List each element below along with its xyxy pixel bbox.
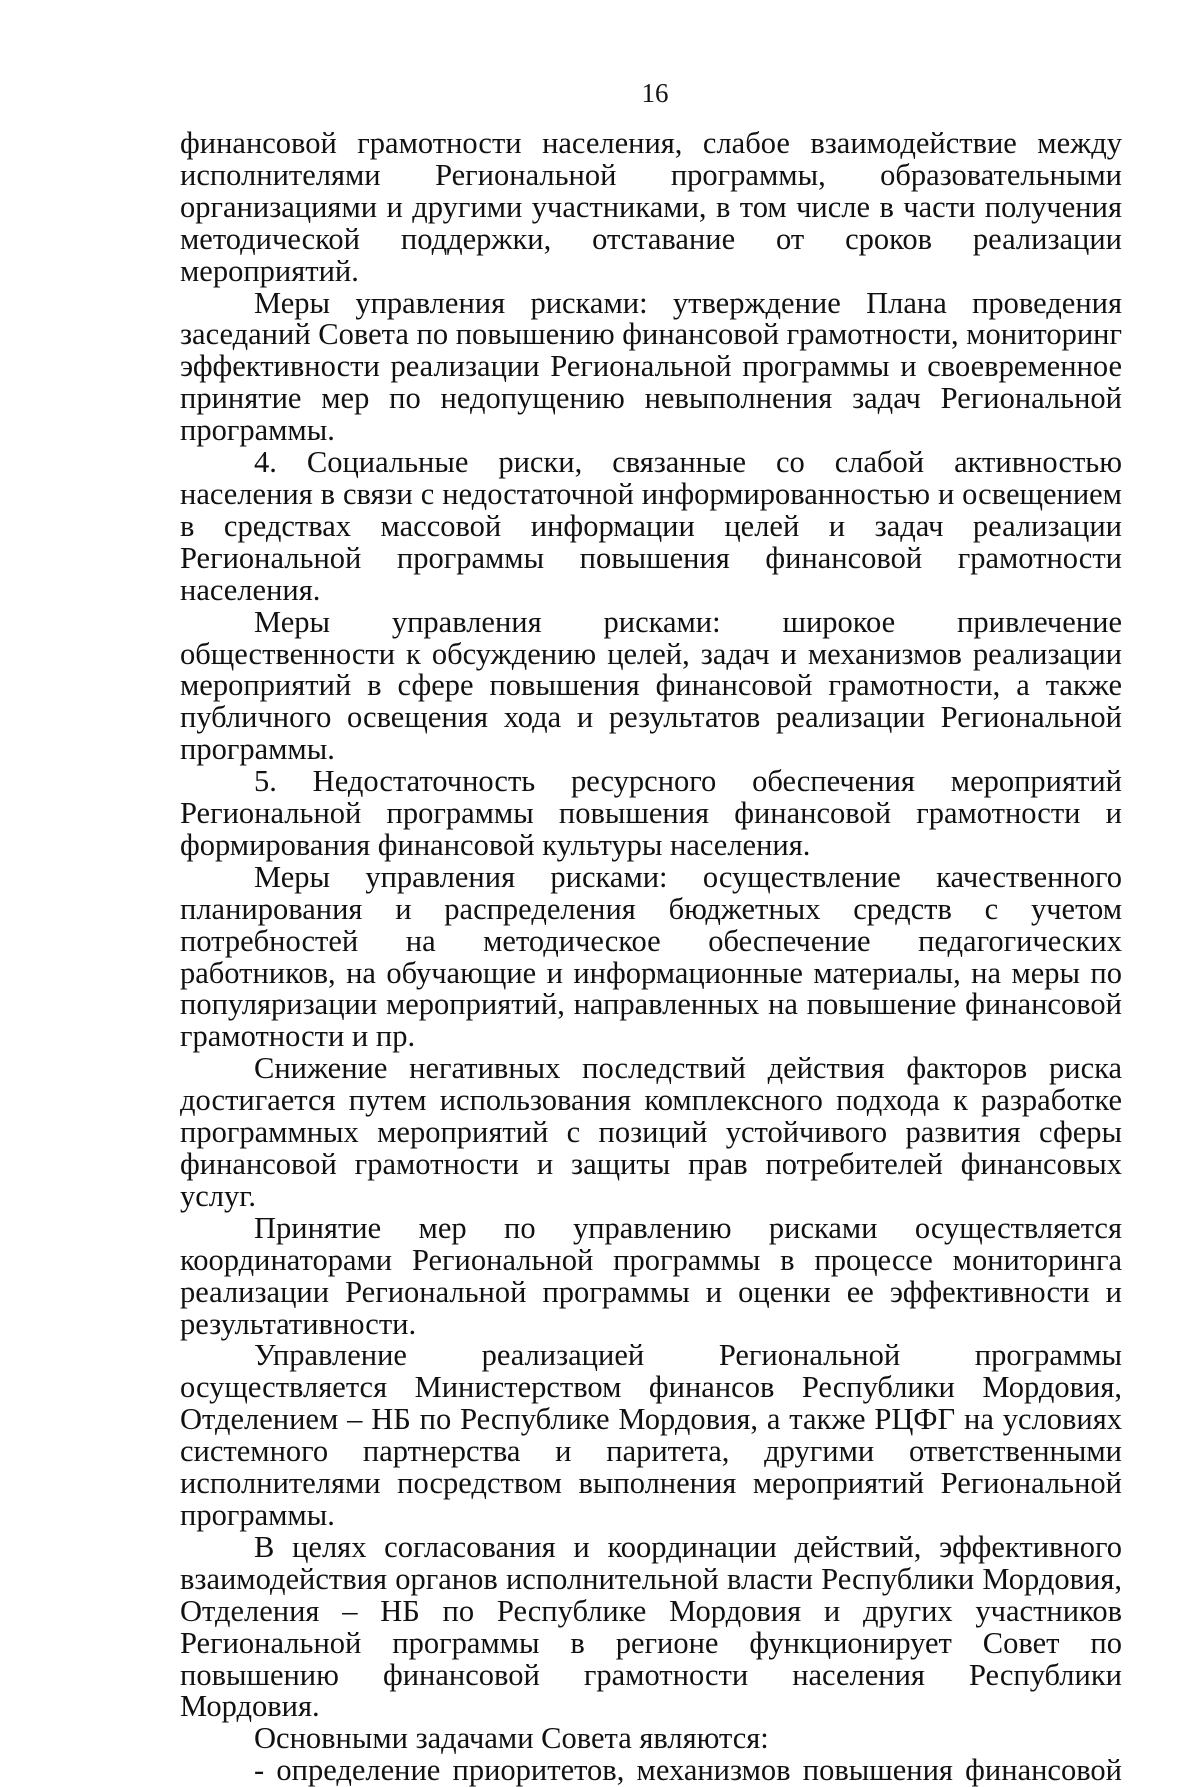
list-item: - определение приоритетов, механизмов повышения финансовой xyxy=(254,1753,1122,1787)
paragraph: Основными задачами Совета являются: xyxy=(254,1721,769,1756)
document-body xyxy=(180,128,1122,1787)
paragraph: 5. Недостаточность ресурсного обеспечения мероприятий Региональной программы повышения финансовой грамотности и формирования финансовой культуры населения. xyxy=(180,764,1122,862)
paragraph: 4. Социальные риски, связанные со слабой активностью населения в связи с недостаточной информированностью и освещением в средствах массовой информации целей и задач реализации Региональной программы повышения финансовой грамотности населения. xyxy=(180,445,1122,607)
paragraph: финансовой грамотности населения, слабое взаимодействие между исполнителями Региональной программы, образовательными организациями и другими участниками, в том числе в части получения методической поддержки, отставание от сроков реализации мероприятий. xyxy=(180,126,1122,288)
paragraph: Меры управления рисками: осуществление качественного планирования и распределения бюджетных средств с учетом потребностей на методическое обеспечение педагогических работников, на обучающие и информационные материалы, на меры по популяризации мероприятий, направленных на повышение финансовой грамотности и пр. xyxy=(180,859,1122,1054)
paragraph: Снижение негативных последствий действия факторов риска достигается путем использования комплексного подхода к разработке программных мероприятий с позиций устойчивого развития сферы финансовой грамотности и защиты прав потребителей финансовых услуг. xyxy=(180,1051,1122,1213)
paragraph: Меры управления рисками: широкое привлечение общественности к обсуждению целей, задач и механизмов реализации мероприятий в сфере повышения финансовой грамотности, а также публичного освещения хода и результатов реализации Региональной программы. xyxy=(180,604,1122,767)
paragraph: Управление реализацией Региональной программы осуществляется Министерством финансов Республики Мордовия, Отделением – НБ по Республике Мордовия, а также РЦФГ на условиях системного партнерства и паритета, другими ответственными исполнителями посредством выполнения мероприятий Региональной программы. xyxy=(180,1338,1122,1532)
paragraph: Принятие мер по управлению рисками осуществляется координаторами Региональной программы в процессе мониторинга реализации Региональной программы и оценки ее эффективности и результативности. xyxy=(180,1210,1122,1341)
page-number: 16 xyxy=(641,78,669,108)
paragraph: В целях согласования и координации действий, эффективного взаимодействия органов исполнительной власти Республики Мордовия, Отделения – НБ по Республике Мордовия и других участников Региональной программы в регионе функционирует Совет по повышению финансовой грамотности населения Республики Мордовия. xyxy=(180,1529,1122,1724)
paragraph: Меры управления рисками: утверждение Плана проведения заседаний Совета по повышению финансовой грамотности, мониторинг эффективности реализации Региональной программы и своевременное принятие мер по недопущению невыполнения задач Региональной программы. xyxy=(180,285,1123,448)
